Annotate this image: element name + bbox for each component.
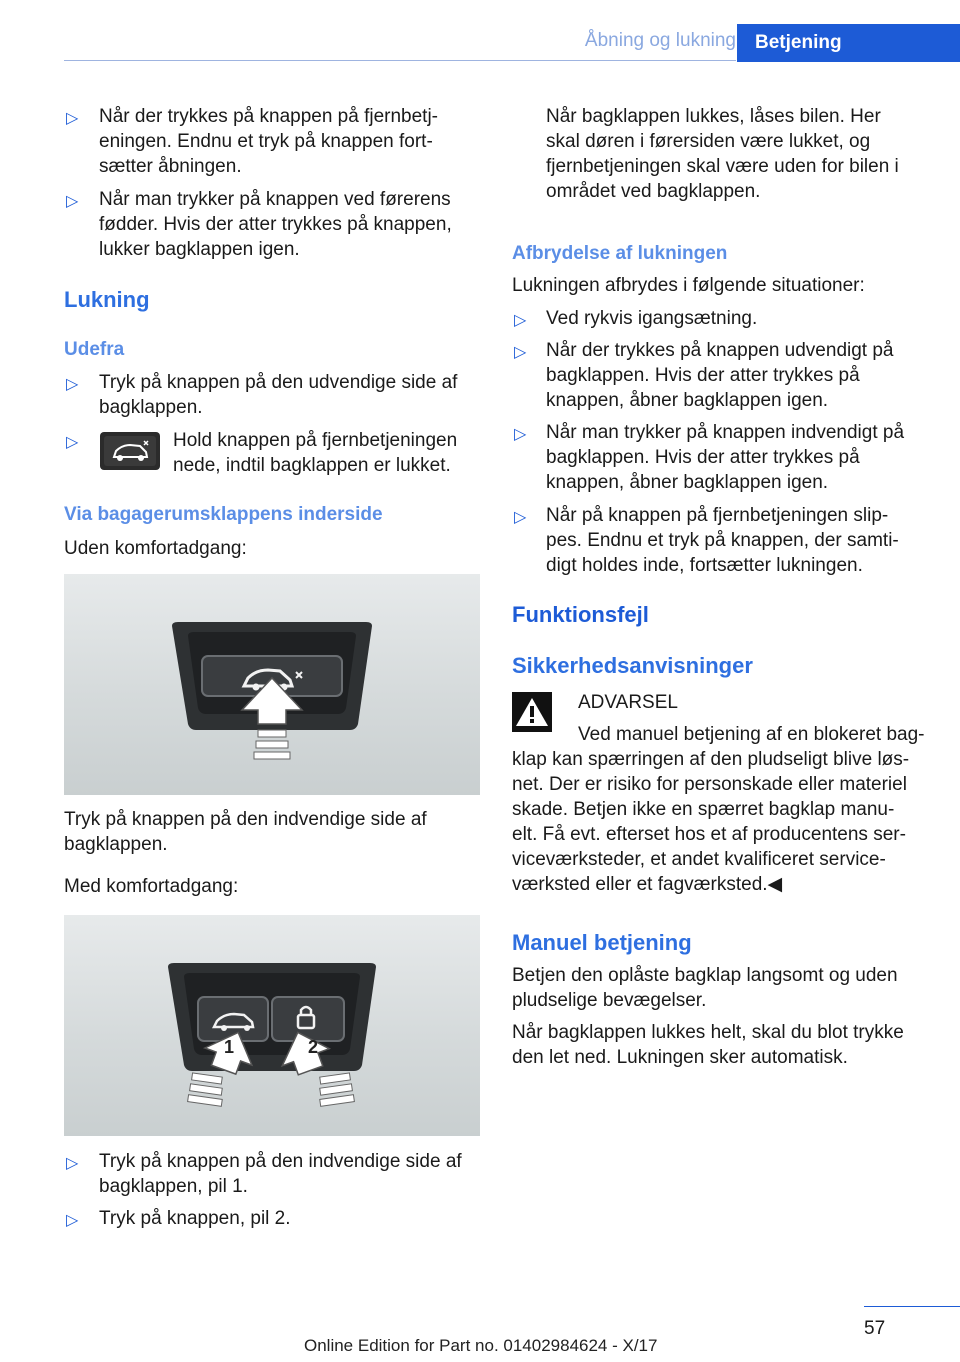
advarsel-title: ADVARSEL	[578, 692, 678, 713]
manuel-para-2: Når bagklappen lukkes helt, skal du blot trykke den let ned. Lukningen sker automatisk.	[512, 1022, 904, 1068]
bullet-icon: ▷	[66, 434, 79, 451]
left-bullet-3: Tryk på knappen på den udvendige side af bagklappen.	[99, 372, 458, 418]
right-bullet-3: Når man trykker på knappen indvendigt på bagklappen. Hvis der atter trykkes på knappen, åbner bagklappen igen.	[546, 422, 905, 493]
left-bullet-1: Når der trykkes på knappen på fjernbetj‐ eningen. Endnu et tryk på knappen fort‐ sætter åbningen.	[99, 106, 439, 177]
arrow-label-2: 2	[308, 1037, 319, 1057]
remote-trunk-key-icon	[100, 432, 160, 470]
bullet-icon: ▷	[66, 110, 79, 127]
advarsel-line-1: Ved manuel betjening af en blokeret bag‐	[578, 724, 925, 745]
page-number: 57	[864, 1318, 886, 1339]
heading-manuel: Manuel betjening	[512, 930, 692, 955]
right-bullet-4: Når på knappen på fjernbetjeningen slip‐ pes. Endnu et tryk på knappen, der samti‐ digt holdes inde, fortsætter lukningen.	[546, 505, 899, 576]
bullet-icon: ▷	[66, 376, 79, 393]
right-intro: Når bagklappen lukkes, låses bilen. Her skal døren i førersiden være lukket, og fjernbetjeningen skal være uden for bilen i området ved bagklappen.	[546, 106, 899, 202]
heading-sikkerhed: Sikkerhedsanvisninger	[512, 653, 753, 678]
bullet-icon: ▷	[66, 1212, 79, 1229]
edition-text: Online Edition for Part no. 01402984624 - X/17	[304, 1336, 658, 1355]
arrow-label-1: 1	[224, 1037, 235, 1057]
bullet-icon: ▷	[514, 344, 527, 361]
afbrydelse-intro: Lukningen afbrydes i følgende situationer:	[512, 275, 865, 296]
heading-afbrydelse: Afbrydelse af lukningen	[512, 243, 728, 264]
bullet-icon: ▷	[66, 193, 79, 210]
bullet-icon: ▷	[514, 509, 527, 526]
heading-udefra: Udefra	[64, 339, 125, 360]
warning-icon	[512, 692, 552, 732]
heading-via-inderside: Via bagagerumsklappens inderside	[64, 504, 383, 525]
left-bullet-6: Tryk på knappen, pil 2.	[99, 1208, 291, 1229]
uden-komfortadgang: Uden komfortadgang:	[64, 538, 247, 559]
advarsel-body: klap kan spærringen af den pludseligt blive løs‐ net. Der er risiko for personskade eller materiel skade. Betjen ikke en spærret bagklap manu‐ elt. Få evt. efterset hos et af producentens ser‐ viceværksteder, et andet kvalificeret service‐ værksted eller et fagværksted.◀	[512, 749, 910, 895]
bullet-icon: ▷	[514, 426, 527, 443]
bullet-icon: ▷	[514, 312, 527, 329]
header-rule	[64, 60, 736, 61]
left-bullet-4: Hold knappen på fjernbetjeningen nede, indtil bagklappen er lukket.	[173, 430, 458, 476]
header-tab: Betjening	[737, 24, 960, 62]
right-bullet-2: Når der trykkes på knappen udvendigt på bagklappen. Hvis der atter trykkes på knappen, åbner bagklappen igen.	[546, 340, 894, 411]
header-section-title: Åbning og lukning	[584, 30, 736, 51]
heading-lukning: Lukning	[64, 287, 150, 312]
photo-inner-buttons-double	[64, 915, 480, 1136]
heading-funktionsfejl: Funktionsfejl	[512, 602, 649, 627]
left-bullet-5: Tryk på knappen på den indvendige side af bagklappen, pil 1.	[99, 1151, 462, 1197]
left-bullet-2: Når man trykker på knappen ved førerens fødder. Hvis der atter trykkes på knappen, lukker bagklappen igen.	[99, 189, 452, 260]
photo-inner-button-single	[64, 574, 480, 795]
med-komfortadgang: Med komfortadgang:	[64, 876, 239, 897]
bullet-icon: ▷	[66, 1155, 79, 1172]
manuel-para-1: Betjen den oplåste bagklap langsomt og uden pludselige bevægelser.	[512, 965, 898, 1011]
footer-rule	[864, 1306, 960, 1307]
tryk-indvendig-text: Tryk på knappen på den indvendige side af bagklappen.	[64, 809, 427, 855]
right-bullet-1: Ved rykvis igangsætning.	[546, 308, 758, 329]
